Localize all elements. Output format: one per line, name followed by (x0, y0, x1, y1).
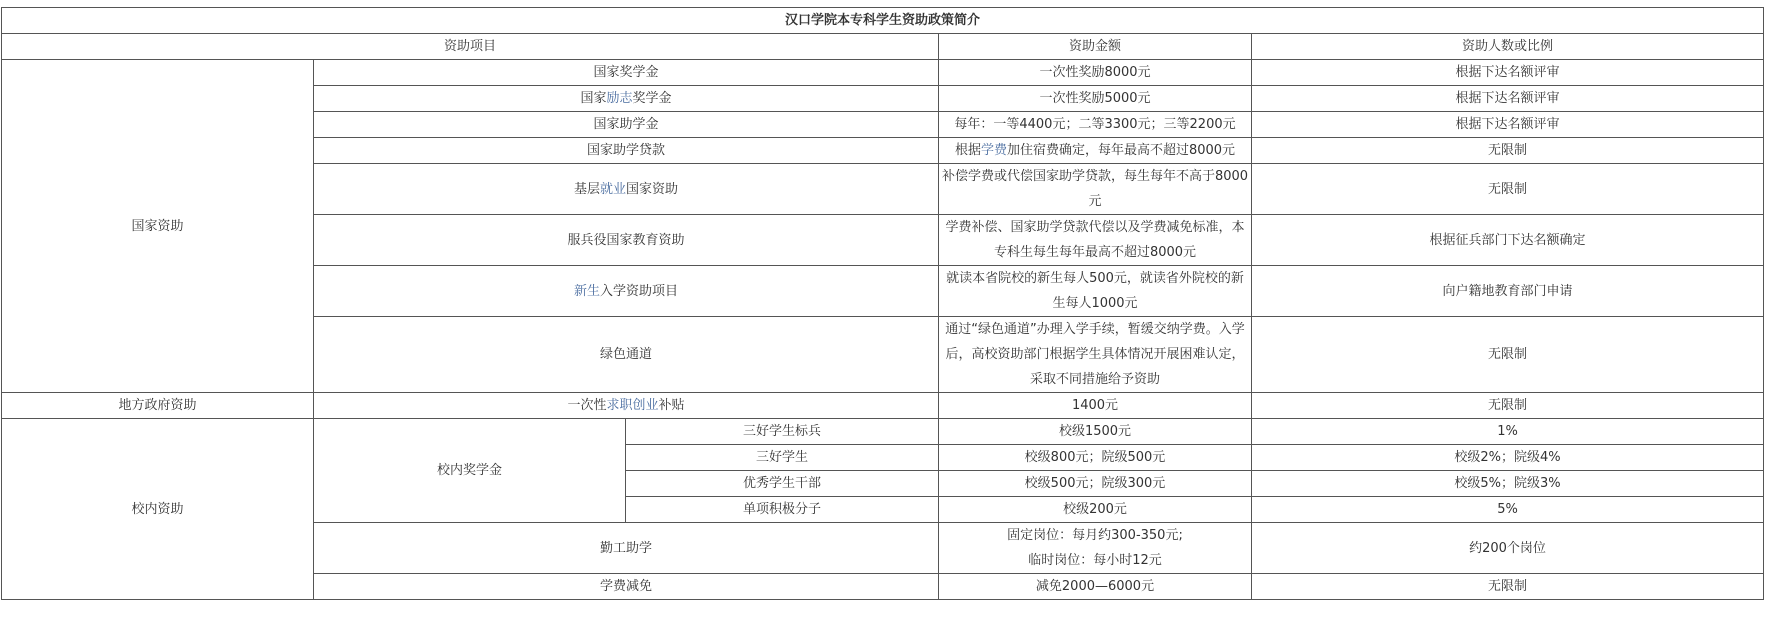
keyword-link[interactable]: 就业 (599, 181, 626, 197)
item-name (314, 86, 939, 112)
item-name: 三好学生 (626, 445, 939, 471)
item-name-text: 奖学金 (632, 91, 672, 106)
item-amount: 通过“绿色通道”办理入学手续，暂缓交纳学费。入学后，高校资助部门根据学生具体情况开展困难认定，采取不同措施给予资助 (939, 317, 1252, 393)
keyword-link[interactable]: 学费 (980, 143, 1007, 158)
item-count: 校级2%；院级4% (1252, 445, 1764, 471)
item-amount: 1400元 (939, 393, 1252, 419)
item-count: 根据征兵部门下达名额确定 (1252, 215, 1764, 266)
item-amount: 一次性奖励8000元 (939, 60, 1252, 86)
table-title: 汉口学院本专科学生资助政策简介 (2, 8, 1764, 34)
item-name: 学费减免 (314, 574, 939, 600)
item-count: 无限制 (1252, 138, 1764, 164)
item-name: 三好学生标兵 (626, 419, 939, 445)
amount-line: 临时岗位：每小时12元 (1028, 553, 1162, 568)
item-count: 无限制 (1252, 574, 1764, 600)
item-name (314, 164, 939, 215)
keyword-link[interactable]: 励志 (606, 91, 633, 106)
item-name-text: 补贴 (658, 398, 685, 413)
item-amount-text: 加住宿费确定，每年最高不超过8000元 (1006, 143, 1236, 158)
table-header-row (2, 34, 1764, 60)
header-count: 资助人数或比例 (1252, 34, 1764, 60)
header-amount: 资助金额 (939, 34, 1252, 60)
item-name-text: 入学资助项目 (600, 283, 679, 299)
item-amount: 校级500元；院级300元 (939, 471, 1252, 497)
item-amount: 就读本省院校的新生每人500元，就读省外院校的新生每人1000元 (939, 266, 1252, 317)
item-name: 优秀学生干部 (626, 471, 939, 497)
item-amount-text: 根据 (954, 143, 981, 158)
item-amount: 校级200元 (939, 497, 1252, 523)
item-amount: 校级800元；院级500元 (939, 445, 1252, 471)
item-name: 国家奖学金 (314, 60, 939, 86)
item-count: 5% (1252, 497, 1764, 523)
item-amount: 一次性奖励5000元 (939, 86, 1252, 112)
table-row (2, 419, 1764, 445)
item-count: 1% (1252, 419, 1764, 445)
item-amount: 补偿学费或代偿国家助学贷款，每生每年不高于8000元 (939, 164, 1252, 215)
item-name: 绿色通道 (314, 317, 939, 393)
item-count: 根据下达名额评审 (1252, 86, 1764, 112)
item-name (314, 393, 939, 419)
item-amount: 学费补偿、国家助学贷款代偿以及学费减免标准，本专科生每生每年最高不超过8000元 (939, 215, 1252, 266)
item-count: 根据下达名额评审 (1252, 60, 1764, 86)
header-item: 资助项目 (2, 34, 939, 60)
subgroup-scholarship: 校内奖学金 (314, 419, 626, 523)
item-count: 无限制 (1252, 317, 1764, 393)
item-amount: 校级1500元 (939, 419, 1252, 445)
item-amount: 每年：一等4400元；二等3300元；三等2200元 (939, 112, 1252, 138)
item-count: 无限制 (1252, 393, 1764, 419)
item-amount (939, 138, 1252, 164)
amount-line: 固定岗位：每月约300-350元; (1007, 528, 1183, 543)
item-name: 勤工助学 (314, 523, 939, 574)
item-count: 校级5%；院级3% (1252, 471, 1764, 497)
item-name: 国家助学贷款 (314, 138, 939, 164)
group-local: 地方政府资助 (2, 393, 314, 419)
table-row (2, 60, 1764, 86)
item-name: 服兵役国家教育资助 (314, 215, 939, 266)
item-count: 无限制 (1252, 164, 1764, 215)
item-amount (939, 523, 1252, 574)
item-name: 国家助学金 (314, 112, 939, 138)
group-national: 国家资助 (2, 60, 314, 393)
item-count: 约200个岗位 (1252, 523, 1764, 574)
table-row (2, 393, 1764, 419)
item-name-text: 基层 (573, 181, 600, 197)
item-count: 根据下达名额评审 (1252, 112, 1764, 138)
item-amount: 减免2000—6000元 (939, 574, 1252, 600)
table-title-row (2, 8, 1764, 34)
item-name (314, 266, 939, 317)
aid-policy-table (1, 7, 1764, 600)
item-name-text: 一次性 (567, 398, 607, 413)
group-school: 校内资助 (2, 419, 314, 600)
keyword-link[interactable]: 求职创业 (606, 398, 659, 413)
item-name: 单项积极分子 (626, 497, 939, 523)
keyword-link[interactable]: 新生 (573, 283, 600, 299)
item-name-text: 国家资助 (626, 181, 679, 197)
item-count: 向户籍地教育部门申请 (1252, 266, 1764, 317)
item-name-text: 国家 (580, 91, 607, 106)
